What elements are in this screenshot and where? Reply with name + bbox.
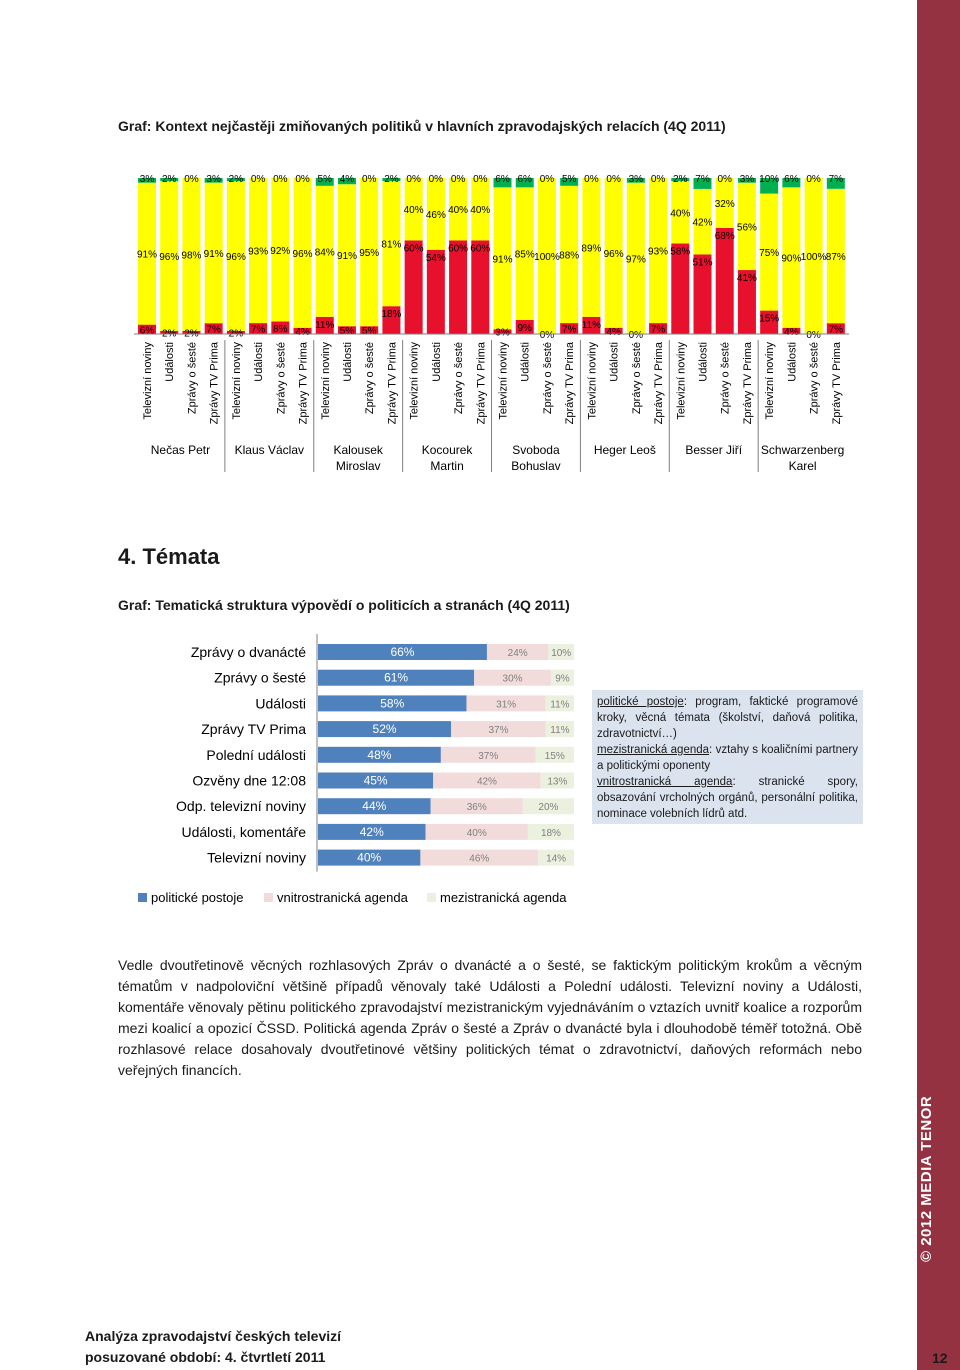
label-positive: 0% (473, 174, 488, 185)
category-label: Zprávy o šesté (630, 342, 643, 415)
category-label: Zprávy TV Prima (830, 342, 843, 425)
label-negative: 58% (670, 246, 691, 258)
label-negative: 18% (381, 309, 402, 321)
value-label: 37% (478, 750, 499, 762)
legend-label: mezistranická agenda (440, 890, 567, 905)
category-label: Události (164, 342, 177, 382)
label-negative: 60% (470, 243, 491, 255)
value-label: 15% (544, 750, 565, 762)
value-label: 31% (496, 699, 517, 711)
chart2-title: Graf: Tematická struktura výpovědí o politicích a stranách (4Q 2011) (118, 597, 570, 613)
legend-swatch (138, 893, 147, 902)
label-negative: 6% (139, 325, 155, 337)
note-text: : vztahy s koaličními partnery a politickými oponenty (597, 744, 858, 772)
label-positive: 0% (428, 174, 444, 185)
label-negative: 0% (539, 330, 555, 341)
category-label: Události (430, 342, 443, 382)
category-label: Zprávy o šesté (364, 342, 377, 415)
value-label: 14% (546, 853, 567, 865)
bar-negative (716, 228, 734, 334)
value-label: 61% (384, 670, 409, 685)
politician-label: Kocourek (421, 443, 473, 457)
label-positive: 2% (384, 174, 399, 185)
category-label: Zprávy TV Prima (386, 342, 399, 425)
label-negative: 2% (184, 328, 199, 340)
label-neutral: 97% (625, 254, 646, 266)
footer (85, 1328, 341, 1370)
footer-line2: posuzované období: 4. čtvrtletí 2011 (85, 1349, 326, 1365)
row-label: Zprávy TV Prima (201, 721, 306, 738)
note-term: vnitrostranická agenda (597, 776, 733, 788)
label-negative: 7% (561, 324, 577, 336)
category-label: Zprávy TV Prima (475, 342, 488, 425)
label-positive: 6% (517, 174, 532, 185)
value-label: 11% (550, 699, 570, 711)
category-label: Zprávy TV Prima (653, 342, 666, 425)
label-neutral: 91% (492, 254, 513, 266)
bar-negative (471, 240, 489, 334)
label-positive: 0% (273, 174, 288, 185)
value-label: 42% (476, 776, 497, 788)
value-label: 36% (466, 802, 487, 814)
legend-swatch (264, 893, 273, 902)
note-term: mezistranická agenda (597, 744, 710, 756)
politician-label: Heger Leoš (593, 443, 656, 457)
label-positive: 0% (606, 174, 621, 185)
category-label: Televizní noviny (142, 342, 154, 420)
category-label: Zprávy o šesté (719, 342, 732, 415)
category-label: Televizní noviny (319, 342, 332, 420)
label-negative: 5% (361, 326, 377, 338)
value-label: 42% (359, 824, 384, 839)
label-negative: 4% (606, 326, 621, 338)
row-label: Zprávy o šesté (214, 669, 306, 686)
label-negative: 11% (315, 319, 335, 331)
value-label: 58% (380, 696, 405, 711)
label-positive: 0% (650, 174, 666, 185)
legend-note (592, 690, 863, 824)
politician-label: Miroslav (335, 459, 381, 473)
label-positive: 3% (739, 174, 755, 185)
label-positive: 7% (828, 174, 844, 185)
label-neutral: 91% (136, 249, 158, 261)
label-neutral: 93% (648, 246, 669, 258)
label-neutral: 81% (381, 239, 402, 251)
value-label: 45% (363, 773, 388, 788)
category-label: Televizní noviny (230, 342, 243, 420)
row-label: Události (255, 695, 306, 712)
politician-label: Kalousek (333, 443, 383, 457)
bar-negative (405, 240, 423, 334)
label-positive: 0% (184, 174, 199, 185)
category-label: Televizní noviny (586, 342, 599, 420)
label-negative: 8% (273, 323, 288, 335)
category-label: Události (786, 342, 799, 382)
value-label: 48% (367, 747, 392, 762)
label-neutral: 98% (181, 250, 202, 262)
value-label: 66% (390, 645, 415, 659)
label-positive: 2% (228, 174, 244, 185)
label-neutral: 84% (314, 247, 335, 259)
label-neutral: 100% (800, 252, 827, 263)
label-positive: 0% (806, 174, 821, 185)
label-neutral: 87% (825, 252, 846, 263)
value-label: 10% (551, 648, 572, 659)
category-label: Zprávy TV Prima (297, 342, 310, 425)
label-positive: 4% (339, 174, 355, 185)
label-positive: 6% (495, 174, 510, 185)
category-label: Zprávy o šesté (541, 342, 554, 415)
label-neutral: 91% (203, 248, 224, 260)
topic-chart (0, 630, 600, 930)
value-label: 20% (538, 802, 559, 814)
label-neutral: 96% (159, 252, 180, 263)
label-negative: 60% (448, 243, 469, 255)
note-text: : stranické spory, obsazování vrcholných orgánů, personální politika, nominace volebních lídrů atd. (597, 776, 858, 820)
label-neutral: 95% (359, 248, 380, 260)
chart1-title: Graf: Kontext nejčastěji zmiňovaných politiků v hlavních zpravodajských relacích (4Q 2011) (118, 118, 726, 134)
label-negative: 51% (692, 257, 713, 269)
label-neutral: 93% (248, 246, 269, 258)
politician-label: Besser Jiří (685, 443, 743, 457)
politician-label: Svoboda (512, 443, 560, 457)
label-negative: 7% (250, 324, 266, 336)
label-positive: 0% (539, 174, 555, 185)
category-label: Zprávy o šesté (275, 342, 288, 415)
category-label: Zprávy o šesté (808, 342, 821, 415)
bar-negative (449, 240, 467, 334)
category-label: Zprávy TV Prima (208, 342, 221, 425)
category-label: Události (341, 342, 354, 382)
label-positive: 7% (695, 174, 710, 185)
label-negative: 15% (759, 313, 780, 325)
label-neutral: 91% (336, 251, 357, 263)
label-neutral: 92% (270, 245, 291, 257)
value-label: 24% (507, 648, 528, 659)
politician-label: Nečas Petr (150, 443, 211, 457)
label-positive: 0% (361, 174, 377, 185)
label-neutral: 88% (559, 250, 580, 262)
label-negative: 4% (295, 326, 310, 338)
label-neutral: 40% (470, 205, 491, 217)
label-positive: 5% (561, 174, 577, 185)
label-neutral: 96% (603, 248, 624, 260)
label-positive: 3% (628, 174, 644, 185)
label-neutral: 75% (759, 248, 780, 260)
footer-line1: Analýza zpravodajství českých televizí (85, 1328, 342, 1344)
label-negative: 0% (806, 330, 821, 341)
label-positive: 0% (450, 174, 466, 185)
note-line (597, 774, 858, 822)
label-negative: 5% (339, 326, 355, 338)
label-neutral: 100% (534, 252, 560, 263)
politician-label: Martin (430, 459, 464, 473)
label-positive: 3% (206, 174, 221, 185)
label-positive: 2% (161, 174, 177, 185)
category-label: Události (697, 342, 710, 382)
label-negative: 3% (495, 327, 510, 339)
politician-label: Karel (788, 459, 817, 473)
label-negative: 7% (650, 324, 666, 336)
category-label: Zprávy TV Prima (741, 342, 754, 425)
label-neutral: 40% (403, 205, 424, 217)
context-chart (0, 0, 880, 480)
category-label: Zprávy o šesté (186, 342, 199, 415)
politician-label: Klaus Václav (234, 443, 305, 457)
note-line (597, 694, 858, 742)
category-label: Televizní noviny (497, 342, 510, 420)
legend-swatch (427, 893, 436, 902)
label-neutral: 40% (448, 205, 469, 217)
label-negative: 11% (581, 319, 602, 331)
value-label: 40% (357, 850, 382, 865)
row-label: Ozvěny dne 12:08 (192, 772, 306, 789)
category-label: Události (253, 342, 266, 382)
legend-label: vnitrostranická agenda (277, 890, 408, 905)
label-positive: 2% (673, 174, 688, 185)
category-label: Zprávy TV Prima (564, 342, 577, 425)
copyright-text (918, 1220, 938, 1262)
category-label: Televizní noviny (408, 342, 421, 420)
label-negative: 41% (736, 273, 757, 285)
label-positive: 0% (717, 174, 732, 185)
value-label: 9% (555, 673, 570, 685)
label-positive: 5% (317, 174, 332, 185)
value-label: 30% (502, 673, 523, 685)
label-negative: 2% (228, 328, 244, 340)
label-neutral: 96% (225, 252, 246, 263)
label-negative: 9% (517, 322, 532, 334)
label-positive: 3% (139, 174, 155, 185)
row-label: Odp. televizní noviny (176, 798, 306, 815)
label-neutral: 96% (292, 248, 313, 260)
value-label: 37% (488, 725, 509, 737)
label-negative: 7% (828, 324, 844, 336)
label-positive: 0% (406, 174, 421, 185)
note-text: : program, faktické programové kroky, věcná témata (školství, daňová politika, zdravotnictví…) (597, 696, 859, 740)
label-negative: 54% (425, 252, 446, 264)
label-neutral: 90% (781, 253, 802, 265)
label-neutral: 32% (714, 198, 735, 210)
label-positive: 0% (295, 174, 310, 185)
label-negative: 2% (161, 328, 177, 340)
label-negative: 68% (714, 230, 735, 242)
body-paragraph: Vedle dvoutřetinově věcných rozhlasových Zpráv o dvanácté a o šesté, se faktickým politickým krokům a věcným tématům v nadpoloviční většině případů věnovaly také Události a Polední události. Televizní noviny a Události, komentáře věnovaly pětinu politického zpravodajství mezistranickým vyjednáváním o vztazích uvnitř koalice a rozporům mezi koalicí a opozicí ČSSD. Politická agenda Zpráv o šesté a Zpráv o dvanácté byla i dlouhodobě téměř totožná. Obě rozhlasové relace dosahovaly dvoutřetinové většiny politických témat o zdravotnictví, daňových reformách nebo veřejných financích. (118, 957, 862, 1078)
politician-label: Bohuslav (511, 459, 561, 473)
value-label: 44% (362, 799, 387, 814)
label-positive: 6% (784, 174, 799, 185)
label-neutral: 40% (670, 208, 691, 220)
category-label: Události (519, 342, 532, 382)
section-heading: 4. Témata (118, 544, 220, 569)
note-term: politické postoje (597, 696, 684, 708)
value-label: 40% (466, 827, 487, 839)
label-positive: 10% (759, 174, 780, 185)
value-label: 18% (540, 827, 561, 839)
value-label: 11% (550, 725, 570, 737)
value-label: 46% (469, 853, 490, 865)
row-label: Polední události (206, 746, 306, 763)
label-positive: 0% (584, 174, 599, 185)
category-label: Televizní noviny (764, 342, 777, 420)
label-positive: 0% (250, 174, 266, 185)
label-neutral: 56% (736, 222, 757, 234)
label-negative: 0% (628, 330, 644, 341)
value-label: 13% (547, 776, 568, 788)
row-label: Události, komentáře (181, 823, 306, 840)
category-label: Televizní noviny (675, 342, 688, 420)
category-label: Zprávy o šesté (453, 341, 466, 415)
page-number: 12 (932, 1350, 948, 1366)
row-label: Zprávy o dvanácté (190, 644, 306, 660)
label-negative: 4% (784, 326, 799, 338)
category-label: Události (608, 342, 621, 382)
label-neutral: 42% (692, 217, 713, 229)
label-negative: 60% (403, 243, 424, 255)
label-neutral: 89% (581, 243, 602, 255)
note-line (597, 742, 858, 774)
row-label: Televizní noviny (207, 849, 306, 866)
label-negative: 7% (206, 324, 221, 336)
label-neutral: 46% (425, 209, 446, 221)
label-neutral: 85% (514, 249, 535, 261)
politician-label: Schwarzenberg (760, 443, 845, 457)
legend-label: politické postoje (151, 890, 244, 905)
value-label: 52% (372, 722, 397, 737)
